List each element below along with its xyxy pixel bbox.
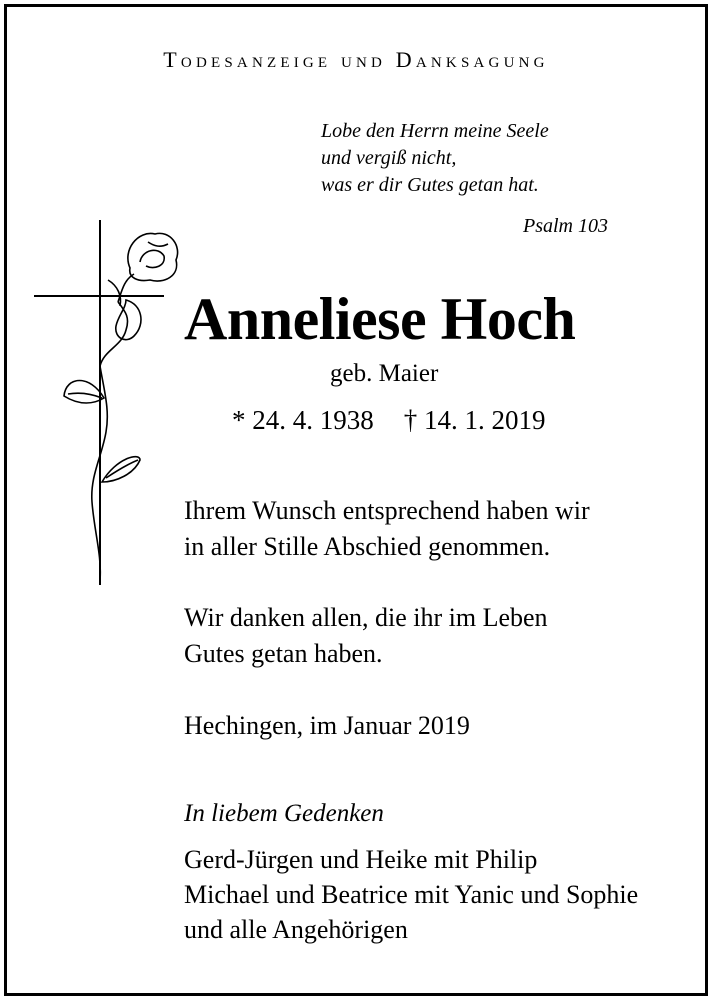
verse-line: was er dir Gutes getan hat.: [321, 174, 539, 196]
death-date: † 14. 1. 2019: [403, 405, 546, 435]
deceased-name: Anneliese Hoch: [184, 286, 576, 352]
family-signature: [184, 842, 638, 947]
paragraph-line: in aller Stille Abschied genommen.: [184, 532, 551, 561]
maiden-name: geb. Maier: [330, 360, 439, 387]
rose-icon: [64, 233, 178, 580]
family-line: Gerd-Jürgen und Heike mit Philip: [184, 845, 538, 874]
paragraph-line: Ihrem Wunsch entsprechend haben wir: [184, 496, 590, 525]
birth-date: * 24. 4. 1938: [232, 405, 374, 435]
verse-line: Lobe den Herrn meine Seele: [321, 120, 549, 142]
thanks-paragraph: [184, 600, 548, 672]
memory-line: In liebem Gedenken: [184, 800, 384, 827]
place-date: Hechingen, im Januar 2019: [184, 711, 470, 740]
notice-heading: Todesanzeige und Danksagung: [163, 47, 549, 72]
bible-verse: [321, 118, 549, 199]
verse-line: und vergiß nicht,: [321, 147, 457, 169]
family-line: und alle Angehörigen: [184, 915, 408, 944]
life-dates: [232, 405, 546, 436]
verse-reference: Psalm 103: [523, 215, 608, 237]
cross-rose-illustration: [30, 220, 180, 600]
farewell-paragraph: [184, 493, 590, 565]
cross-icon: [34, 220, 164, 585]
family-line: Michael und Beatrice mit Yanic und Sophie: [184, 880, 639, 909]
paragraph-line: Wir danken allen, die ihr im Leben: [184, 603, 548, 632]
paragraph-line: Gutes getan haben.: [184, 639, 383, 668]
